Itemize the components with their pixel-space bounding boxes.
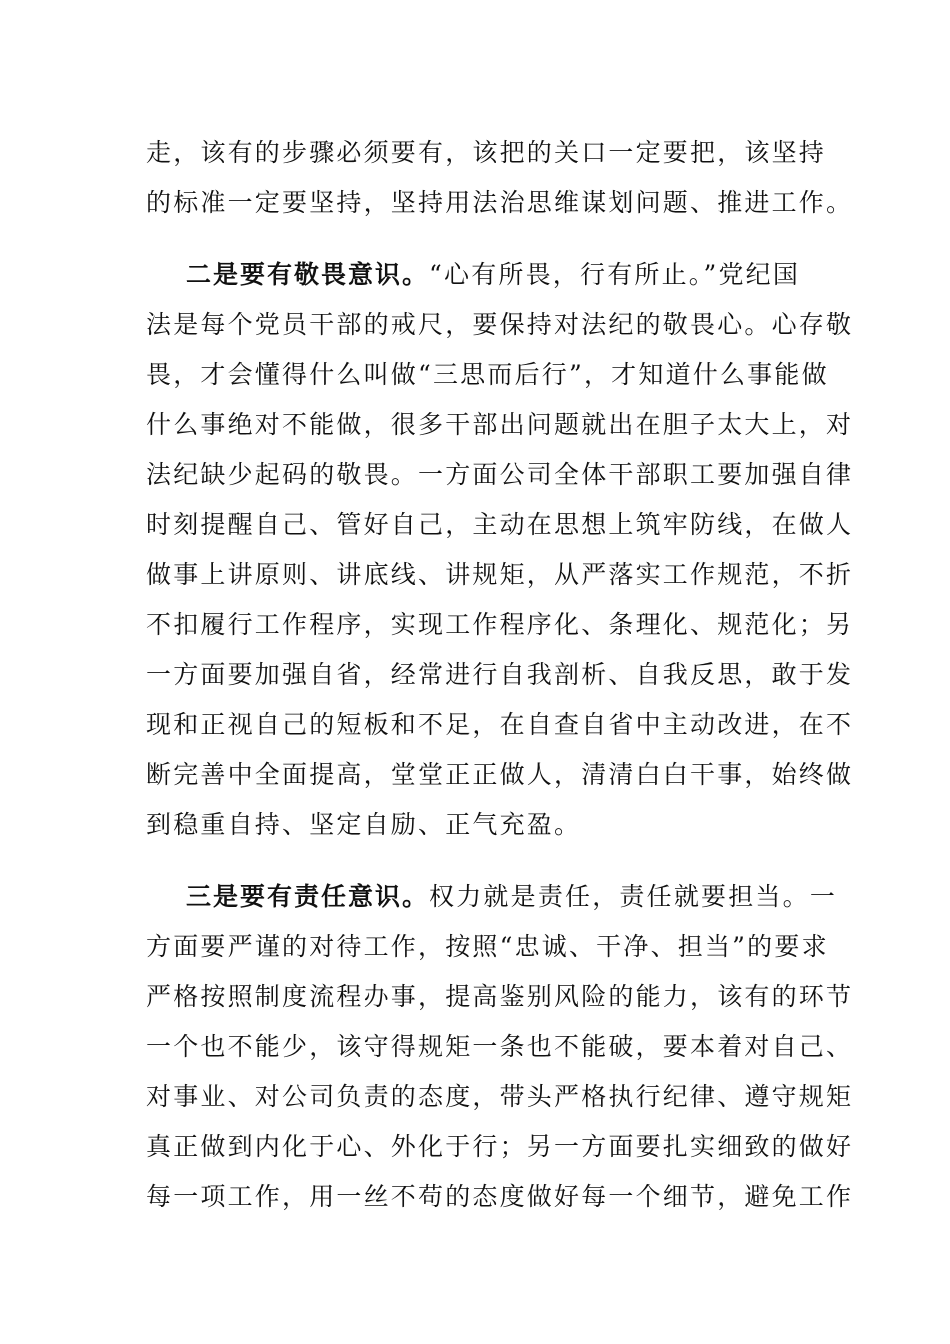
paragraph-first-line <box>146 250 816 300</box>
text-line: 严格按照制度流程办事，提高鉴别风险的能力，该有的环节 <box>146 982 854 1011</box>
text-line: 不扣履行工作程序，实现工作程序化、条理化、规范化；另 <box>146 610 854 639</box>
paragraph-first-line-text: 权力就是责任，责任就要担当。一 <box>429 882 838 911</box>
text-line: 畏，才会懂得什么叫做“三思而后行”，才知道什么事能做 <box>146 360 829 389</box>
text-line: 方面要严谨的对待工作，按照“忠诚、干净、担当”的要求 <box>146 932 829 961</box>
paragraph-first-line-text: “心有所畏，行有所止。”党纪国 <box>429 260 801 289</box>
text-line: 法是每个党员干部的戒尺，要保持对法纪的敬畏心。心存敬 <box>146 310 854 339</box>
text-line: 对事业、对公司负责的态度，带头严格执行纪律、遵守规矩 <box>146 1082 854 1111</box>
paragraph-heading: 二是要有敬畏意识。 <box>186 260 430 289</box>
text-line: 每一项工作，用一丝不苟的态度做好每一个细节，避免工作 <box>146 1182 854 1211</box>
text-line: 法纪缺少起码的敬畏。一方面公司全体干部职工要加强自律 <box>146 460 854 489</box>
text-line: 现和正视自己的短板和不足，在自查自省中主动改进，在不 <box>146 710 854 739</box>
text-line: 的标准一定要坚持，坚持用法治思维谋划问题、推进工作。 <box>146 188 854 217</box>
paragraph-heading: 三是要有责任意识。 <box>186 882 430 911</box>
text-line: 一方面要加强自省，经常进行自我剖析、自我反思，敢于发 <box>146 660 854 689</box>
paragraph-gap <box>146 228 816 250</box>
text-line: 真正做到内化于心、外化于行；另一方面要扎实细致的做好 <box>146 1132 854 1161</box>
paragraph-gap <box>146 850 816 872</box>
paragraph-first-line <box>146 872 838 922</box>
document-body <box>146 128 854 1222</box>
paragraph-2 <box>146 250 854 850</box>
paragraph-3 <box>146 872 854 1222</box>
text-line: 什么事绝对不能做，很多干部出问题就出在胆子太大上，对 <box>146 410 854 439</box>
text-line: 断完善中全面提高，堂堂正正做人，清清白白干事，始终做 <box>146 760 854 789</box>
text-line: 到稳重自持、坚定自励、正气充盈。 <box>146 810 582 839</box>
text-line: 一个也不能少，该守得规矩一条也不能破，要本着对自己、 <box>146 1032 854 1061</box>
text-line: 做事上讲原则、讲底线、讲规矩，从严落实工作规范，不折 <box>146 560 854 589</box>
paragraph-1 <box>146 128 854 228</box>
text-line: 走，该有的步骤必须要有，该把的关口一定要把，该坚持 <box>146 138 827 167</box>
text-line: 时刻提醒自己、管好自己，主动在思想上筑牢防线，在做人 <box>146 510 854 539</box>
